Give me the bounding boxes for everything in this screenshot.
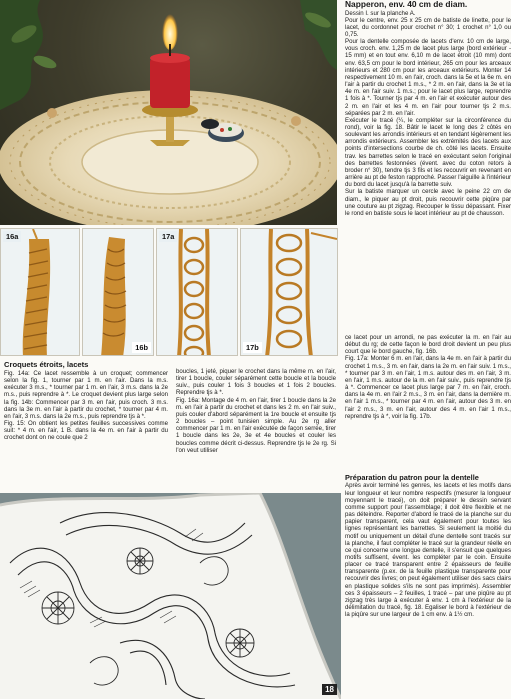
- croquets-paragraph: boucles, 1 jeté, piquer le crochet dans la même m. en l'air, tirer 1 boucle, couler séparément cette boucle et la boucle suiv., puis couler 1 fois 3 boucles et 1 fois 2 boucles. Reprendre tjs à *.: [176, 368, 336, 397]
- preparation-paragraph: Après avoir terminé les genres, les lacets et les motifs dans leur longueur et leur nombre respectifs (mesurer la longueur moyennant le tracé), on doit préparer le dessin servant comme support pour l'assemblage; il doit être flexible et ne pas déteindre. Reporter d'abord le tracé de la planche sur du papier transparent, cela vaut également pour toutes les lignes représentant les barrettes. Si seulement la moitié du motif ou uniquement un détail d'une dentelle sont tracés sur la planche, il faut compléter le tracé sur la grandeur réelle en ce qui concerne une longue dentelle, il s'ensuit que quelques motifs suffisent, évent. les compléter par le coin. Ensuite placer ce tracé transparent entre 2 épaisseurs de feuille transparente (p.ex. de la feuille plastique transparente pour recouvrir des livres; on peut également utiliser des sacs clairs en plastique solides s'ils ne sont pas imprimés). Assembler ces 3 épaisseurs – 2 feuilles, 1 tracé – par une piqûre au pt zigzag très large à exécuter à env. 1 cm à l'extérieur de la délimitation du tracé, fig. 18. Egaliser le bord à l'extérieur de la piqûre sur une largeur de 1 cm env. à 1½ cm.: [345, 482, 511, 619]
- napperon-paragraph: Sur la batiste marquer un cercle avec le peine 22 cm de diam., le piquer au pt droit, puis recouvrir cette piqûre par une couture au pt zigzag. Recouper le tissu dépassant. Fixer le rond en batiste sous le lacet intérieur au pt de chausson.: [345, 188, 511, 217]
- napperon-paragraph: Pour le centre, env. 25 x 25 cm de batiste de linette, pour le lacet, du cordonnet pour crochet n° 30; 1 crochet n° 1,0 ou 0,75.: [345, 16, 511, 38]
- napperon-section: [345, 0, 511, 217]
- croquets-title: Croquets étroits, lacets: [4, 360, 89, 369]
- figure-16a: [0, 228, 80, 356]
- fig-label-17a: 17a: [159, 231, 177, 242]
- fig-label-17b: 17b: [243, 342, 262, 353]
- croquets-paragraph: Fig. 14a: Ce lacet ressemble à un croquet; commencer selon la fig. 1, tourner par 1 m. en l'air. Dans la m.s. exécuter 3 m.s., * tourner par 1 m. en l'air, 3 m.s. dans la 2e m.s., puis reprendre à *. Le croquet devient plus large selon la fig. 14b: Commencer par 3 m. en l'air, puis croch. 3 m.s. dans la 3e m. en l'air à partir du crochet, * tourner par 4 m. en l'air, 3 m.s. dans la 2e m.s., puis reprendre tjs à *.: [4, 370, 168, 420]
- napperon-paragraph: Pour la dentelle composée de lacets d'env. 10 cm de large, vous croch. env. 1,25 m de lacet plus large (bord extérieur - 15 mm) et en tout env. 6,10 m de lacet étroit (10 mm) dont env. 63,5 cm pour le bord intérieur, 265 cm pour les arceaux intérieurs et 280 cm pour les arceaux extérieurs. Monter 14 respectivement 10 m. en l'air, croch. dans la 5e et la 6e m. en l'air à partir du crochet 1 m.s., * 2 m. en l'air, dans la 3e et la 4e m. en l'air suiv. 1 m.s.; pour le lacet plus large, reprendre 1 fois à *. Tourner tjs par 4 m. en l'air et exécuter autour des 2 m. en l'air et les 4 m. en l'air pour tourner tjs 2 m.s. séparées par 2 m. en l'air.: [345, 38, 511, 117]
- doily-illustration: [0, 0, 337, 225]
- fig-label-16a: 16a: [3, 231, 21, 242]
- figure-17b: [240, 228, 338, 356]
- crochet-strip-16a: [1, 229, 80, 356]
- page-number: 18: [322, 684, 337, 695]
- crochet-strip-17a: [157, 229, 238, 356]
- croquets-column-1: [4, 370, 168, 442]
- lacet-paragraph: ce lacet pour un arrondi, ne pas exécuter la m. en l'air au début du rg; de cette façon le bord droit devient un peu plus court que le bord gauche, fig. 16b.: [345, 334, 511, 356]
- croquets-paragraph: Fig. 16a: Montage de 4 m. en l'air, tirer 1 boucle dans la 2e m. en l'air à partir du crochet et dans les 2 m. en l'air suiv., puis couler d'abord séparément la 1re boucle et ensuite tjs 2 boucles – point tunisien simple. Au 2e rg aller commencer par 1 m. en l'air exécutée de façon serrée, tirer 1 boucle dans les 2e, 3e et 4e boucles et couler les boucles comme décrit ci-dessus. Reprendre tjs le 2e rg. Si l'on veut utiliser: [176, 396, 336, 454]
- lacet-continuation: [345, 334, 511, 420]
- napperon-body: [345, 10, 511, 218]
- crochet-strip-16b: [83, 229, 154, 356]
- figure-17a: [156, 228, 238, 356]
- preparation-section: [345, 474, 511, 618]
- pattern-tracing-illustration: [0, 493, 341, 699]
- napperon-paragraph: Exécuter le tracé (¼, le compléter sur la circonférence du rond), voir la fig. 18. Bâtir le lacet le long des 2 côtés en soulevant les arrondis intérieurs et en tendant légèrement les arrondis extérieurs. Assembler les extrémités des lacets aux points d'intersections courbe de ch. côté les lacets. Ensuite trav. les barrettes selon le tracé en exécutant selon l'original des barrettes festonnées (évent. avec du coton retors à broder n° 30), tendre tjs 3 fils et les recouvrir en revenant en arrière au pt de feston rapproché. Passer l'aiguille à l'intérieur du bord du lacet jusqu'à la barrette suiv.: [345, 116, 511, 189]
- preparation-title: Préparation du patron pour la dentelle: [345, 473, 479, 482]
- fig-label-16b: 16b: [132, 342, 151, 353]
- lacet-paragraph: Fig. 17a: Monter 6 m. en l'air, dans la 4e m. en l'air à partir du crochet 1 m.s., 3 m. en l'air, dans la 2e m. en l'air suiv. 1 m.s., * tourner par 3 m. en l'air, 1 m.s. autour des m. en l'air, 3 m. en l'air, 1 m.s. autour de la m. en l'air suiv., puis reprendre tjs à *. Commencer ce lacet plus large par 7 m. en l'air, croch. dans la 4e m. en l'air 2 m.s., 3 m. en l'air, dans la dernière m. en l'air 1 m.s., * tourner par 4 m. en l'air, autour des 3 m. en l'air 2 m.s., 3 m. en l'air, autour des 4 m. en l'air 1 m.s., reprendre tjs à *, voir la fig. 17b.: [345, 355, 511, 420]
- figure-16b: [82, 228, 154, 356]
- napperon-title: Napperon, env. 40 cm de diam.: [345, 0, 468, 9]
- doily-photo: [0, 0, 337, 225]
- preparation-body: [345, 482, 511, 618]
- croquets-paragraph: Fig. 15: On obtient les petites feuilles successives comme suit: * 4 m. en l'air, 1 B. dans la 4e m. en l'air à partir du crochet dont on ne coule que 2: [4, 420, 168, 442]
- napperon-paragraph: Dessin I. sur la planche A.: [345, 9, 416, 17]
- croquets-column-2: [176, 368, 336, 454]
- pattern-tracing-photo: [0, 493, 341, 699]
- crochet-strip-17b: [241, 229, 338, 356]
